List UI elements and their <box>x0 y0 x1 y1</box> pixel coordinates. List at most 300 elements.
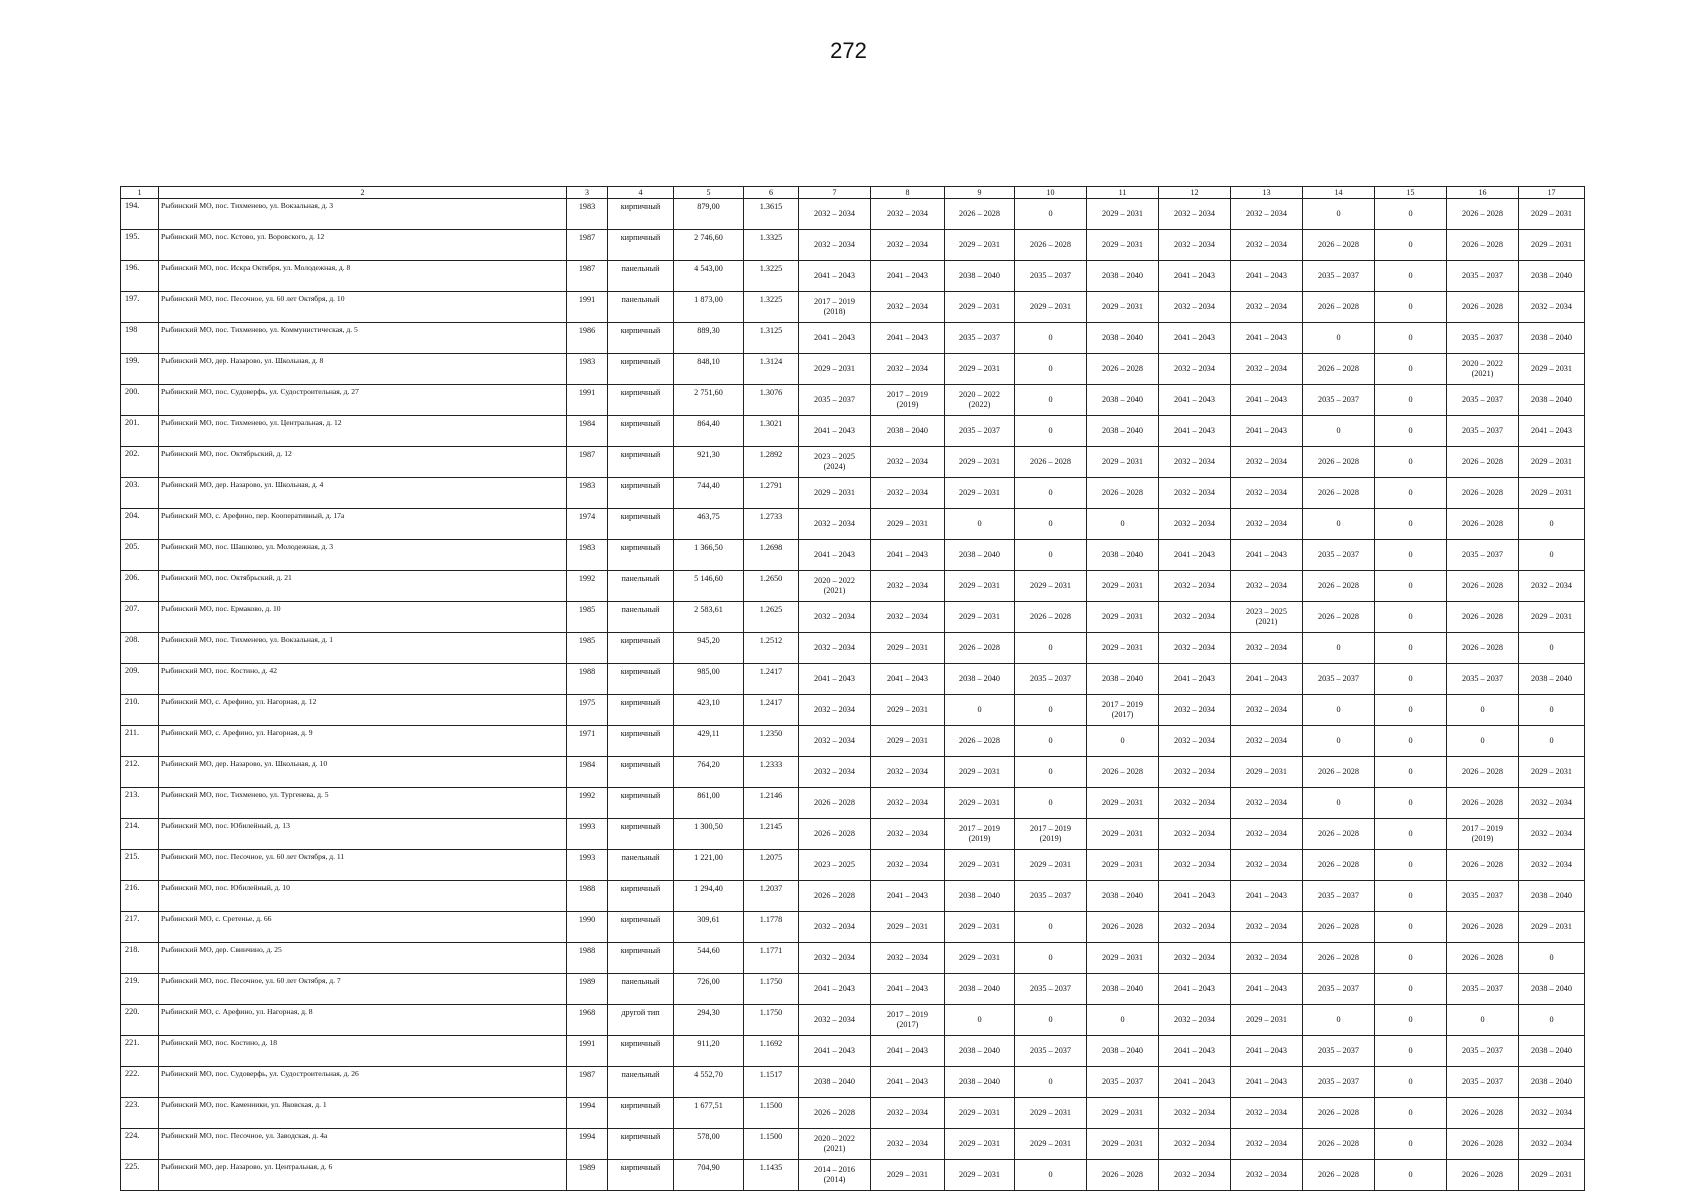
table-cell-col-4: кирпичный <box>608 540 674 571</box>
table-cell-col-4: кирпичный <box>608 943 674 974</box>
table-cell-col-1: 197. <box>121 292 159 323</box>
table-cell-col-9: 2035 – 2037 <box>945 323 1015 354</box>
table-cell-col-6: 1.2512 <box>744 633 799 664</box>
table-cell-col-9: 2038 – 2040 <box>945 1036 1015 1067</box>
table-cell-col-3: 1990 <box>567 912 608 943</box>
table-cell-col-2: Рыбинский МО, пос. Кстово, ул. Воровского, д. 12 <box>159 230 567 261</box>
table-cell-col-1: 222. <box>121 1067 159 1098</box>
table-cell-col-3: 1992 <box>567 788 608 819</box>
table-cell-col-13: 2041 – 2043 <box>1231 261 1303 292</box>
table-cell-col-17: 2029 – 2031 <box>1519 230 1585 261</box>
table-cell-col-13: 2032 – 2034 <box>1231 571 1303 602</box>
table-cell-col-5: 2 746,60 <box>674 230 744 261</box>
table-cell-col-11: 2038 – 2040 <box>1087 323 1159 354</box>
table-cell-col-4: кирпичный <box>608 1129 674 1160</box>
table-cell-col-15: 0 <box>1375 261 1447 292</box>
table-cell-col-4: кирпичный <box>608 788 674 819</box>
column-header-1: 1 <box>121 187 159 199</box>
table-cell-col-14: 0 <box>1303 509 1375 540</box>
column-header-12: 12 <box>1159 187 1231 199</box>
table-cell-col-17: 2038 – 2040 <box>1519 664 1585 695</box>
table-cell-col-14: 0 <box>1303 788 1375 819</box>
table-cell-col-15: 0 <box>1375 1129 1447 1160</box>
column-header-9: 9 <box>945 187 1015 199</box>
table-row <box>121 478 1585 509</box>
table-cell-col-16: 2026 – 2028 <box>1447 509 1519 540</box>
table-cell-col-15: 0 <box>1375 292 1447 323</box>
table-cell-col-3: 1985 <box>567 602 608 633</box>
table-cell-col-3: 1993 <box>567 850 608 881</box>
table-cell-col-5: 544,60 <box>674 943 744 974</box>
column-header-10: 10 <box>1015 187 1087 199</box>
table-row <box>121 1160 1585 1191</box>
table-cell-col-8: 2032 – 2034 <box>871 1098 945 1129</box>
table-cell-col-12: 2032 – 2034 <box>1159 478 1231 509</box>
table-cell-col-1: 204. <box>121 509 159 540</box>
table-row <box>121 788 1585 819</box>
table-cell-col-13: 2041 – 2043 <box>1231 1067 1303 1098</box>
table-cell-col-14: 0 <box>1303 323 1375 354</box>
table-cell-col-2: Рыбинский МО, с. Арефино, ул. Нагорная, д. 9 <box>159 726 567 757</box>
table-cell-col-2: Рыбинский МО, с. Сретенье, д. 66 <box>159 912 567 943</box>
table-cell-col-12: 2032 – 2034 <box>1159 1098 1231 1129</box>
table-cell-col-15: 0 <box>1375 447 1447 478</box>
table-cell-col-8: 2032 – 2034 <box>871 230 945 261</box>
table-row <box>121 850 1585 881</box>
table-cell-col-6: 1.2650 <box>744 571 799 602</box>
table-cell-col-3: 1994 <box>567 1098 608 1129</box>
table-row <box>121 1067 1585 1098</box>
table-cell-col-2: Рыбинский МО, пос. Ермаково, д. 10 <box>159 602 567 633</box>
table-cell-col-10: 0 <box>1015 323 1087 354</box>
table-cell-col-6: 1.3021 <box>744 416 799 447</box>
table-row <box>121 602 1585 633</box>
table-cell-col-13: 2032 – 2034 <box>1231 1160 1303 1191</box>
table-cell-col-11: 2026 – 2028 <box>1087 757 1159 788</box>
table-cell-col-5: 726,00 <box>674 974 744 1005</box>
table-cell-col-16: 2026 – 2028 <box>1447 757 1519 788</box>
table-cell-col-12: 2041 – 2043 <box>1159 664 1231 695</box>
table-cell-col-8: 2038 – 2040 <box>871 416 945 447</box>
table-cell-col-2: Рыбинский МО, пос. Шашково, ул. Молодежная, д. 3 <box>159 540 567 571</box>
table-cell-col-3: 1987 <box>567 230 608 261</box>
table-cell-col-17: 2029 – 2031 <box>1519 757 1585 788</box>
table-cell-col-10: 0 <box>1015 1160 1087 1191</box>
table-cell-col-4: кирпичный <box>608 695 674 726</box>
table-cell-col-5: 764,20 <box>674 757 744 788</box>
table-cell-col-15: 0 <box>1375 385 1447 416</box>
table-cell-col-11: 2029 – 2031 <box>1087 230 1159 261</box>
table-cell-col-12: 2032 – 2034 <box>1159 199 1231 230</box>
table-cell-col-14: 2035 – 2037 <box>1303 540 1375 571</box>
table-cell-col-7: 2023 – 2025 <box>799 850 871 881</box>
table-cell-col-6: 1.3615 <box>744 199 799 230</box>
table-cell-col-5: 2 583,61 <box>674 602 744 633</box>
planned-year: (2024) <box>823 462 846 471</box>
table-cell-col-4: кирпичный <box>608 912 674 943</box>
table-cell-col-11: 0 <box>1087 1005 1159 1036</box>
table-cell-col-4: кирпичный <box>608 633 674 664</box>
table-cell-col-1: 218. <box>121 943 159 974</box>
table-cell-col-17: 2038 – 2040 <box>1519 261 1585 292</box>
table-cell-col-2: Рыбинский МО, пос. Юбилейный, д. 10 <box>159 881 567 912</box>
table-cell-col-5: 861,00 <box>674 788 744 819</box>
table-cell-col-11: 2029 – 2031 <box>1087 788 1159 819</box>
table-cell-col-12: 2041 – 2043 <box>1159 323 1231 354</box>
planned-year: (2019) <box>1471 834 1494 843</box>
table-cell-col-10: 0 <box>1015 757 1087 788</box>
table-cell-col-5: 2 751,60 <box>674 385 744 416</box>
table-cell-col-3: 1983 <box>567 199 608 230</box>
table-cell-col-11: 2029 – 2031 <box>1087 1129 1159 1160</box>
table-cell-col-1: 208. <box>121 633 159 664</box>
table-cell-col-8: 2041 – 2043 <box>871 664 945 695</box>
table-cell-col-8: 2032 – 2034 <box>871 292 945 323</box>
column-header-11: 11 <box>1087 187 1159 199</box>
table-cell-col-4: панельный <box>608 602 674 633</box>
column-header-14: 14 <box>1303 187 1375 199</box>
period-range: 2017 – 2019 <box>959 824 1000 833</box>
table-cell-col-2: Рыбинский МО, пос. Песочное, ул. 60 лет Октября, д. 11 <box>159 850 567 881</box>
table-cell-col-5: 704,90 <box>674 1160 744 1191</box>
period-range: 2023 – 2025 <box>814 452 855 461</box>
table-row <box>121 819 1585 850</box>
table-cell-col-15: 0 <box>1375 943 1447 974</box>
table-cell-col-12: 2032 – 2034 <box>1159 292 1231 323</box>
table-cell-col-14: 2026 – 2028 <box>1303 447 1375 478</box>
table-cell-col-5: 889,30 <box>674 323 744 354</box>
table-cell-col-11: 2026 – 2028 <box>1087 1160 1159 1191</box>
table-cell-col-13: 2032 – 2034 <box>1231 1098 1303 1129</box>
table-row <box>121 757 1585 788</box>
table-cell-col-2: Рыбинский МО, пос. Песочное, ул. Заводская, д. 4а <box>159 1129 567 1160</box>
table-cell-col-13: 2032 – 2034 <box>1231 850 1303 881</box>
table-cell-col-13: 2041 – 2043 <box>1231 974 1303 1005</box>
table-cell-col-10: 2035 – 2037 <box>1015 261 1087 292</box>
table-cell-col-10: 0 <box>1015 354 1087 385</box>
table-cell-col-16: 2035 – 2037 <box>1447 261 1519 292</box>
column-header-3: 3 <box>567 187 608 199</box>
table-cell-col-6: 1.2892 <box>744 447 799 478</box>
table-cell-col-15: 0 <box>1375 664 1447 695</box>
table-cell-col-14: 2026 – 2028 <box>1303 292 1375 323</box>
table-row <box>121 1098 1585 1129</box>
table-cell-col-9: 2038 – 2040 <box>945 1067 1015 1098</box>
table-cell-col-4: кирпичный <box>608 385 674 416</box>
table-cell-col-3: 1987 <box>567 1067 608 1098</box>
table-row <box>121 726 1585 757</box>
table-cell-col-16: 0 <box>1447 1005 1519 1036</box>
table-cell-col-12: 2032 – 2034 <box>1159 230 1231 261</box>
table-cell-col-6: 1.1500 <box>744 1129 799 1160</box>
table-row <box>121 230 1585 261</box>
table-row <box>121 943 1585 974</box>
table-cell-col-16: 0 <box>1447 726 1519 757</box>
table-cell-col-11: 0 <box>1087 726 1159 757</box>
table-cell-col-2: Рыбинский МО, пос. Судоверфь, ул. Судостроительная, д. 27 <box>159 385 567 416</box>
table-cell-col-2: Рыбинский МО, пос. Костино, д. 42 <box>159 664 567 695</box>
table-cell-col-11: 2035 – 2037 <box>1087 1067 1159 1098</box>
table-cell-col-12: 2041 – 2043 <box>1159 261 1231 292</box>
table-cell-col-15: 0 <box>1375 1036 1447 1067</box>
table-cell-col-11: 2026 – 2028 <box>1087 912 1159 943</box>
table-cell-col-7: 2029 – 2031 <box>799 354 871 385</box>
period-range: 2020 – 2022 <box>814 576 855 585</box>
table-cell-col-10: 2029 – 2031 <box>1015 571 1087 602</box>
table-cell-col-10 <box>1015 819 1087 850</box>
table-cell-col-14: 2035 – 2037 <box>1303 385 1375 416</box>
table-cell-col-4: кирпичный <box>608 819 674 850</box>
table-cell-col-1: 214. <box>121 819 159 850</box>
table-cell-col-9: 2026 – 2028 <box>945 199 1015 230</box>
table-cell-col-5: 1 300,50 <box>674 819 744 850</box>
table-cell-col-7: 2032 – 2034 <box>799 602 871 633</box>
table-cell-col-3: 1991 <box>567 385 608 416</box>
table-cell-col-16: 2035 – 2037 <box>1447 974 1519 1005</box>
table-cell-col-13: 2032 – 2034 <box>1231 292 1303 323</box>
table-cell-col-10: 0 <box>1015 540 1087 571</box>
table-cell-col-5: 879,00 <box>674 199 744 230</box>
table-cell-col-7 <box>799 447 871 478</box>
table-cell-col-9: 2035 – 2037 <box>945 416 1015 447</box>
table-cell-col-15: 0 <box>1375 633 1447 664</box>
table-cell-col-7: 2026 – 2028 <box>799 819 871 850</box>
table-cell-col-6: 1.3125 <box>744 323 799 354</box>
table-cell-col-10: 0 <box>1015 199 1087 230</box>
table-cell-col-12: 2041 – 2043 <box>1159 1036 1231 1067</box>
table-cell-col-7: 2032 – 2034 <box>799 230 871 261</box>
table-cell-col-8 <box>871 1005 945 1036</box>
table-cell-col-6: 1.2417 <box>744 695 799 726</box>
table-cell-col-6: 1.1778 <box>744 912 799 943</box>
table-cell-col-7 <box>799 1160 871 1191</box>
table-cell-col-2: Рыбинский МО, пос. Октябрьский, д. 12 <box>159 447 567 478</box>
table-cell-col-8: 2032 – 2034 <box>871 943 945 974</box>
planned-year: (2021) <box>823 586 846 595</box>
table-row <box>121 354 1585 385</box>
table-cell-col-8: 2032 – 2034 <box>871 757 945 788</box>
table-cell-col-4: кирпичный <box>608 1098 674 1129</box>
table-cell-col-8: 2029 – 2031 <box>871 695 945 726</box>
table-cell-col-10: 0 <box>1015 478 1087 509</box>
table-cell-col-5: 1 221,00 <box>674 850 744 881</box>
table-cell-col-9: 0 <box>945 1005 1015 1036</box>
table-cell-col-7: 2041 – 2043 <box>799 664 871 695</box>
table-cell-col-16: 2026 – 2028 <box>1447 571 1519 602</box>
table-cell-col-17: 2029 – 2031 <box>1519 199 1585 230</box>
table-cell-col-1: 217. <box>121 912 159 943</box>
table-cell-col-16: 2035 – 2037 <box>1447 664 1519 695</box>
table-cell-col-14: 2026 – 2028 <box>1303 571 1375 602</box>
table-cell-col-9: 2029 – 2031 <box>945 912 1015 943</box>
table-cell-col-8: 2041 – 2043 <box>871 974 945 1005</box>
table-cell-col-2: Рыбинский МО, с. Арефино, ул. Нагорная, д. 8 <box>159 1005 567 1036</box>
table-cell-col-10: 2029 – 2031 <box>1015 292 1087 323</box>
table-cell-col-11: 2026 – 2028 <box>1087 478 1159 509</box>
table-cell-col-14: 2026 – 2028 <box>1303 1098 1375 1129</box>
table-cell-col-1: 221. <box>121 1036 159 1067</box>
table-cell-col-17: 0 <box>1519 633 1585 664</box>
table-cell-col-11: 2029 – 2031 <box>1087 850 1159 881</box>
table-cell-col-17: 2032 – 2034 <box>1519 1098 1585 1129</box>
table-cell-col-8: 2032 – 2034 <box>871 850 945 881</box>
table-cell-col-16: 2035 – 2037 <box>1447 881 1519 912</box>
table-cell-col-15: 0 <box>1375 1098 1447 1129</box>
table-cell-col-12: 2041 – 2043 <box>1159 1067 1231 1098</box>
table-cell-col-11: 2038 – 2040 <box>1087 416 1159 447</box>
table-cell-col-8: 2032 – 2034 <box>871 571 945 602</box>
table-cell-col-8: 2029 – 2031 <box>871 912 945 943</box>
table-cell-col-6: 1.2146 <box>744 788 799 819</box>
table-cell-col-12: 2032 – 2034 <box>1159 571 1231 602</box>
table-cell-col-7: 2032 – 2034 <box>799 695 871 726</box>
planned-year: (2021) <box>1255 617 1278 626</box>
table-row <box>121 974 1585 1005</box>
table-cell-col-15: 0 <box>1375 478 1447 509</box>
table-cell-col-6: 1.2037 <box>744 881 799 912</box>
table-cell-col-7: 2032 – 2034 <box>799 199 871 230</box>
table-cell-col-15: 0 <box>1375 1160 1447 1191</box>
table-cell-col-6: 1.3124 <box>744 354 799 385</box>
table-cell-col-2: Рыбинский МО, пос. Октябрьский, д. 21 <box>159 571 567 602</box>
table-cell-col-1: 200. <box>121 385 159 416</box>
column-header-6: 6 <box>744 187 799 199</box>
table-row <box>121 912 1585 943</box>
table-cell-col-10: 2026 – 2028 <box>1015 230 1087 261</box>
period-range: 2017 – 2019 <box>1102 700 1143 709</box>
table-cell-col-3: 1988 <box>567 881 608 912</box>
table-cell-col-6: 1.2698 <box>744 540 799 571</box>
table-cell-col-9 <box>945 385 1015 416</box>
table-cell-col-10: 0 <box>1015 695 1087 726</box>
table-cell-col-10: 0 <box>1015 509 1087 540</box>
table-cell-col-1: 215. <box>121 850 159 881</box>
planned-year: (2021) <box>1471 369 1494 378</box>
table-cell-col-1: 202. <box>121 447 159 478</box>
table-row <box>121 571 1585 602</box>
table-cell-col-10: 2035 – 2037 <box>1015 881 1087 912</box>
table-cell-col-12: 2032 – 2034 <box>1159 633 1231 664</box>
table-cell-col-9: 2029 – 2031 <box>945 943 1015 974</box>
table-cell-col-7: 2041 – 2043 <box>799 323 871 354</box>
table-cell-col-13: 2032 – 2034 <box>1231 912 1303 943</box>
table-cell-col-3: 1983 <box>567 540 608 571</box>
table-cell-col-9: 2038 – 2040 <box>945 881 1015 912</box>
table-cell-col-8: 2029 – 2031 <box>871 1160 945 1191</box>
table-cell-col-7 <box>799 1129 871 1160</box>
table-row <box>121 323 1585 354</box>
table-cell-col-3: 1994 <box>567 1129 608 1160</box>
column-header-5: 5 <box>674 187 744 199</box>
table-row <box>121 199 1585 230</box>
table-cell-col-8: 2041 – 2043 <box>871 261 945 292</box>
table-cell-col-9: 2038 – 2040 <box>945 974 1015 1005</box>
table-cell-col-16: 2035 – 2037 <box>1447 416 1519 447</box>
table-cell-col-13: 2041 – 2043 <box>1231 323 1303 354</box>
table-cell-col-17: 2029 – 2031 <box>1519 354 1585 385</box>
table-cell-col-10: 0 <box>1015 633 1087 664</box>
table-body <box>121 199 1585 1191</box>
table-cell-col-15: 0 <box>1375 1067 1447 1098</box>
table-cell-col-1: 198 <box>121 323 159 354</box>
table-cell-col-1: 219. <box>121 974 159 1005</box>
table-cell-col-10: 0 <box>1015 385 1087 416</box>
table-cell-col-14: 0 <box>1303 1005 1375 1036</box>
table-cell-col-9: 2038 – 2040 <box>945 664 1015 695</box>
table-cell-col-6: 1.2350 <box>744 726 799 757</box>
table-cell-col-4: кирпичный <box>608 478 674 509</box>
planned-year: (2022) <box>968 400 991 409</box>
table-cell-col-6: 1.1435 <box>744 1160 799 1191</box>
table-cell-col-7: 2041 – 2043 <box>799 974 871 1005</box>
table-cell-col-13: 2041 – 2043 <box>1231 540 1303 571</box>
table-cell-col-13: 2032 – 2034 <box>1231 943 1303 974</box>
table-cell-col-3: 1988 <box>567 664 608 695</box>
table-cell-col-8: 2041 – 2043 <box>871 1067 945 1098</box>
table-cell-col-7: 2026 – 2028 <box>799 881 871 912</box>
period-range: 2017 – 2019 <box>887 390 928 399</box>
table-cell-col-1: 206. <box>121 571 159 602</box>
table-cell-col-14: 2026 – 2028 <box>1303 602 1375 633</box>
table-cell-col-12: 2041 – 2043 <box>1159 881 1231 912</box>
planned-year: (2019) <box>1039 834 1062 843</box>
table-cell-col-11: 2029 – 2031 <box>1087 943 1159 974</box>
table-cell-col-7: 2041 – 2043 <box>799 1036 871 1067</box>
table-row <box>121 633 1585 664</box>
table-cell-col-2: Рыбинский МО, пос. Каменники, ул. Яковская, д. 1 <box>159 1098 567 1129</box>
table-cell-col-17: 2038 – 2040 <box>1519 1036 1585 1067</box>
table-cell-col-5: 921,30 <box>674 447 744 478</box>
table-cell-col-4: кирпичный <box>608 230 674 261</box>
table-cell-col-11: 2038 – 2040 <box>1087 385 1159 416</box>
table-cell-col-5: 4 543,00 <box>674 261 744 292</box>
table-cell-col-10: 2029 – 2031 <box>1015 1098 1087 1129</box>
table-cell-col-16: 2026 – 2028 <box>1447 478 1519 509</box>
table-cell-col-13: 2041 – 2043 <box>1231 385 1303 416</box>
table-cell-col-3: 1988 <box>567 943 608 974</box>
table-cell-col-5: 294,30 <box>674 1005 744 1036</box>
table-cell-col-17: 0 <box>1519 943 1585 974</box>
table-cell-col-5: 309,61 <box>674 912 744 943</box>
table-cell-col-16: 2026 – 2028 <box>1447 447 1519 478</box>
table-cell-col-5: 578,00 <box>674 1129 744 1160</box>
table-cell-col-11 <box>1087 695 1159 726</box>
table-cell-col-8: 2029 – 2031 <box>871 633 945 664</box>
table-cell-col-13: 2032 – 2034 <box>1231 726 1303 757</box>
table-cell-col-12: 2032 – 2034 <box>1159 1160 1231 1191</box>
table-cell-col-17: 0 <box>1519 1005 1585 1036</box>
table-cell-col-4: панельный <box>608 850 674 881</box>
table-cell-col-4: панельный <box>608 571 674 602</box>
table-cell-col-8: 2032 – 2034 <box>871 788 945 819</box>
table-cell-col-6: 1.2417 <box>744 664 799 695</box>
table-cell-col-12: 2032 – 2034 <box>1159 912 1231 943</box>
table-cell-col-8: 2041 – 2043 <box>871 323 945 354</box>
table-cell-col-16: 2026 – 2028 <box>1447 199 1519 230</box>
table-cell-col-15: 0 <box>1375 354 1447 385</box>
table-cell-col-8: 2041 – 2043 <box>871 540 945 571</box>
table-cell-col-16: 2026 – 2028 <box>1447 1129 1519 1160</box>
table-cell-col-15: 0 <box>1375 726 1447 757</box>
period-range: 2020 – 2022 <box>814 1134 855 1143</box>
table-cell-col-9: 2029 – 2031 <box>945 478 1015 509</box>
housing-repair-schedule-table <box>120 186 1585 1191</box>
table-cell-col-8: 2032 – 2034 <box>871 478 945 509</box>
table-cell-col-2: Рыбинский МО, дер. Назарово, ул. Школьная, д. 8 <box>159 354 567 385</box>
table-cell-col-4: панельный <box>608 292 674 323</box>
table-cell-col-14: 0 <box>1303 695 1375 726</box>
table-cell-col-3: 1993 <box>567 819 608 850</box>
